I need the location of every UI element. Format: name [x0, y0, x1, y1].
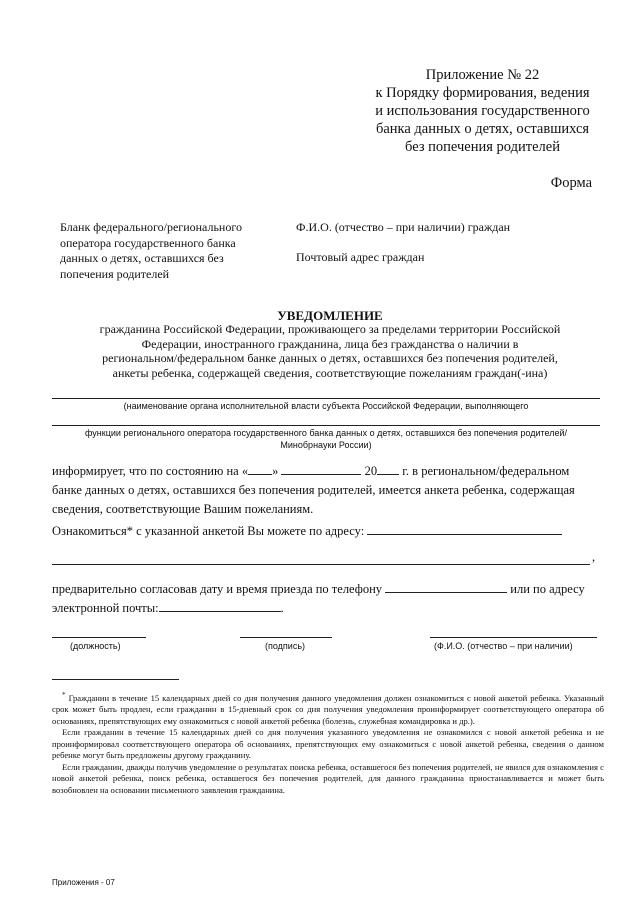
page-footer: Приложения - 07: [52, 878, 115, 887]
body-text: г. в региональном/федеральном: [402, 464, 570, 478]
subtitle-line: региональном/федеральном банке данных о детях, оставшихся без попечения родителей,: [102, 351, 558, 365]
body-text: 20: [364, 464, 378, 478]
body-line: [52, 462, 600, 481]
body-line: [52, 580, 600, 599]
body-paragraph-2: [52, 522, 600, 541]
body-text: »: [272, 464, 279, 478]
authority-caption-1: (наименование органа исполнительной власти субъекта Российской Федерации, выполняющего: [123, 401, 529, 411]
appendix-line: Приложение № 22: [425, 67, 540, 83]
subtitle-line: анкеты ребенка, содержащей сведения, соответствующие пожеланиям граждан(-ина): [112, 365, 548, 380]
sender-line: данных о детях, оставшихся без: [60, 251, 224, 265]
position-caption: (должность): [70, 641, 121, 651]
notice-title: УВЕДОМЛЕНИЕ: [277, 308, 383, 323]
body-line: банке данных о детях, оставшихся без попечения родителей, имеется анкета ребенка, содержащая: [52, 483, 575, 497]
address-field[interactable]: [367, 522, 562, 535]
comma: ,: [592, 550, 596, 564]
authority-caption-2: функции регионального оператора государственного банка данных о детях, оставшихся без попечения родителей/: [84, 428, 567, 438]
subtitle-line: Федерации, иностранного гражданина, лица без гражданства о наличии в: [141, 336, 519, 351]
body-text: электронной почты:: [52, 601, 159, 615]
fio-line[interactable]: [430, 637, 597, 638]
body-paragraph-3: [52, 580, 600, 618]
position-line[interactable]: [52, 637, 146, 638]
footnote-1: [52, 690, 604, 727]
body-text: предварительно согласовав дату и время приезда по телефону: [52, 582, 383, 596]
authority-fill-line: [52, 398, 600, 399]
body-text: или по адресу: [510, 582, 585, 596]
sender-line: оператора государственного банка: [60, 235, 236, 250]
form-label: Форма: [550, 175, 592, 191]
sender-line: попечения родителей: [60, 266, 170, 281]
signature-caption: (подпись): [265, 641, 306, 651]
day-field[interactable]: [248, 462, 272, 475]
fio-caption: (Ф.И.О. (отчество – при наличии): [434, 641, 573, 651]
appendix-reference: [360, 66, 605, 156]
authority-fill-line: [52, 425, 600, 426]
sender-block: [60, 220, 270, 282]
footnote-text: Гражданин в течение 15 календарных дней со дня получения данного уведомления должен ознакомиться с новой анкетой ребенка. Указанный срок может быть продлен, если гражданин в 15-дневный срок со дня получения уведомления проинформирует соответствующего оператора об основаниях, препятствующих ему ознакомиться с новой анкетой ребенка (болезнь, служебная командировка и др.).: [52, 692, 605, 726]
body-text: Ознакомиться* с указанной анкетой Вы можете по адресу:: [52, 524, 365, 538]
phone-field[interactable]: [385, 580, 507, 593]
appendix-line: банка данных о детях, оставшихся: [375, 121, 590, 137]
footnote-3: Если гражданин, дважды получив уведомление о результатах поиска ребенка, оставшегося без попечения родителей, не явился для ознакомления с новой анкетой ребенка, поиск ребенка, оставшегося без попечения родителей, для данного гражданина приостанавливается и может быть возобновлен на основании письменного заявления гражданина.: [52, 761, 604, 795]
footnotes: [52, 690, 604, 796]
appendix-line: и использования государственного: [375, 103, 590, 119]
appendix-line: без попечения родителей: [405, 139, 560, 155]
authority-caption-3: Минобрнауки России): [280, 440, 372, 450]
subtitle-line: гражданина Российской Федерации, проживающего за пределами территории Российской: [99, 322, 561, 336]
body-text: информирует, что по состоянию на «: [52, 464, 249, 478]
year-field[interactable]: [377, 462, 399, 475]
footnote-2: Если гражданин в течение 15 календарных дней со дня получения указанного уведомления не ознакомился с новой анкетой ребенка и не проинформировал соответствующего оператора об основаниях, препятствующих ему ознакомиться с новой анкетой ребенка, сведения о данном ребенке могут быть предложены другому гражданину.: [52, 727, 604, 761]
email-field[interactable]: [159, 599, 281, 612]
recipient-address-label: Почтовый адрес граждан: [296, 250, 425, 264]
body-line: [52, 599, 600, 618]
body-line: сведения, соответствующие Вашим пожеланиям.: [52, 502, 314, 516]
sender-line: Бланк федерального/регионального: [60, 220, 242, 234]
signature-line[interactable]: [240, 637, 332, 638]
recipient-fio-label: Ф.И.О. (отчество – при наличии) граждан: [296, 220, 511, 234]
footnote-separator: [52, 679, 179, 680]
month-field[interactable]: [281, 462, 361, 475]
body-text: .: [280, 601, 284, 615]
notice-subtitle: [60, 322, 600, 380]
appendix-line: к Порядку формирования, ведения: [375, 85, 590, 101]
footnote-star: *: [62, 691, 66, 699]
body-paragraph-1: [52, 462, 600, 519]
address-field-line-2[interactable]: [52, 564, 590, 565]
